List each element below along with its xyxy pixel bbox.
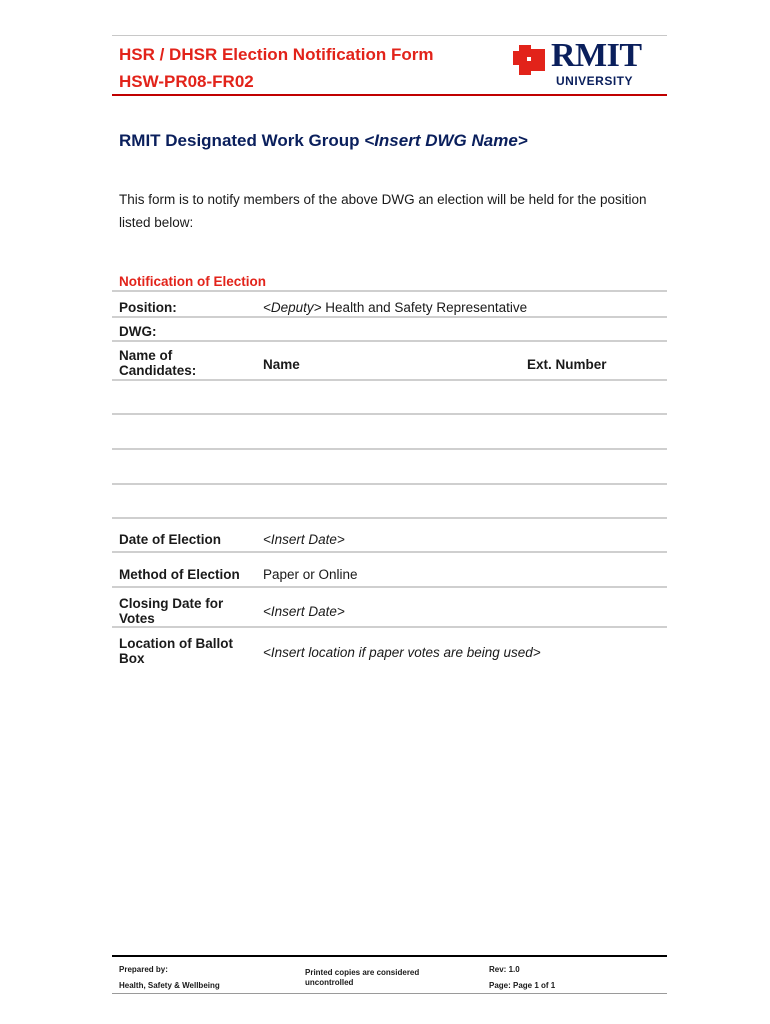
dwg-name-placeholder: <Insert DWG Name> [364, 131, 528, 150]
deputy-placeholder: <Deputy> [263, 300, 322, 315]
form-code: HSW-PR08-FR02 [119, 72, 254, 91]
candidate-row-line [112, 448, 667, 450]
date-placeholder: <Insert Date> [263, 532, 345, 547]
date-of-election-label: Date of Election [119, 532, 222, 547]
prepared-by-label: Prepared by: [119, 965, 168, 974]
candidate-row-line [112, 413, 667, 415]
dwg-heading-prefix: RMIT Designated Work Group [119, 131, 365, 150]
candidates-label: Name of Candidates: [119, 348, 197, 378]
candidate-row-line [112, 517, 667, 519]
divider [112, 626, 667, 628]
document-footer [112, 955, 667, 994]
divider [112, 340, 667, 342]
revision: Rev: 1.0 [489, 965, 520, 974]
ext-column-header: Ext. Number [527, 357, 607, 372]
method-value: Paper or Online [263, 567, 358, 582]
candidate-row-line [112, 483, 667, 485]
closing-date-value [263, 604, 345, 619]
method-label: Method of Election [119, 567, 240, 582]
document-header [112, 35, 667, 96]
section-title: Notification of Election [119, 274, 266, 289]
divider [112, 316, 667, 318]
dwg-label: DWG: [119, 324, 157, 339]
intro-paragraph: This form is to notify members of the above DWG an election will be held for the position listed below: [119, 192, 647, 230]
divider [112, 551, 667, 553]
form-title: HSR / DHSR Election Notification Form [119, 45, 434, 64]
position-value [263, 300, 527, 315]
rmit-logo [513, 37, 659, 90]
dwg-heading [119, 131, 528, 151]
rmit-pixel-icon [513, 43, 549, 79]
divider [112, 290, 667, 292]
closing-placeholder: <Insert Date> [263, 604, 345, 619]
position-label: Position: [119, 300, 177, 315]
logo-wordmark: RMIT [551, 37, 642, 74]
location-placeholder: <Insert location if paper votes are being used> [263, 645, 541, 660]
logo-subtitle: UNIVERSITY [556, 74, 634, 88]
date-of-election-value [263, 532, 345, 547]
prepared-by-value: Health, Safety & Wellbeing [119, 981, 220, 990]
position-text: Health and Safety Representative [321, 300, 528, 315]
ballot-box-value [263, 645, 541, 660]
divider [112, 586, 667, 588]
closing-date-label: Closing Date for Votes [119, 596, 224, 626]
uncontrolled-note: Printed copies are considered uncontrolled [305, 968, 420, 987]
page-number: Page: Page 1 of 1 [489, 981, 556, 990]
name-column-header: Name [263, 357, 300, 372]
divider [112, 379, 667, 381]
ballot-box-label: Location of Ballot Box [119, 636, 233, 666]
